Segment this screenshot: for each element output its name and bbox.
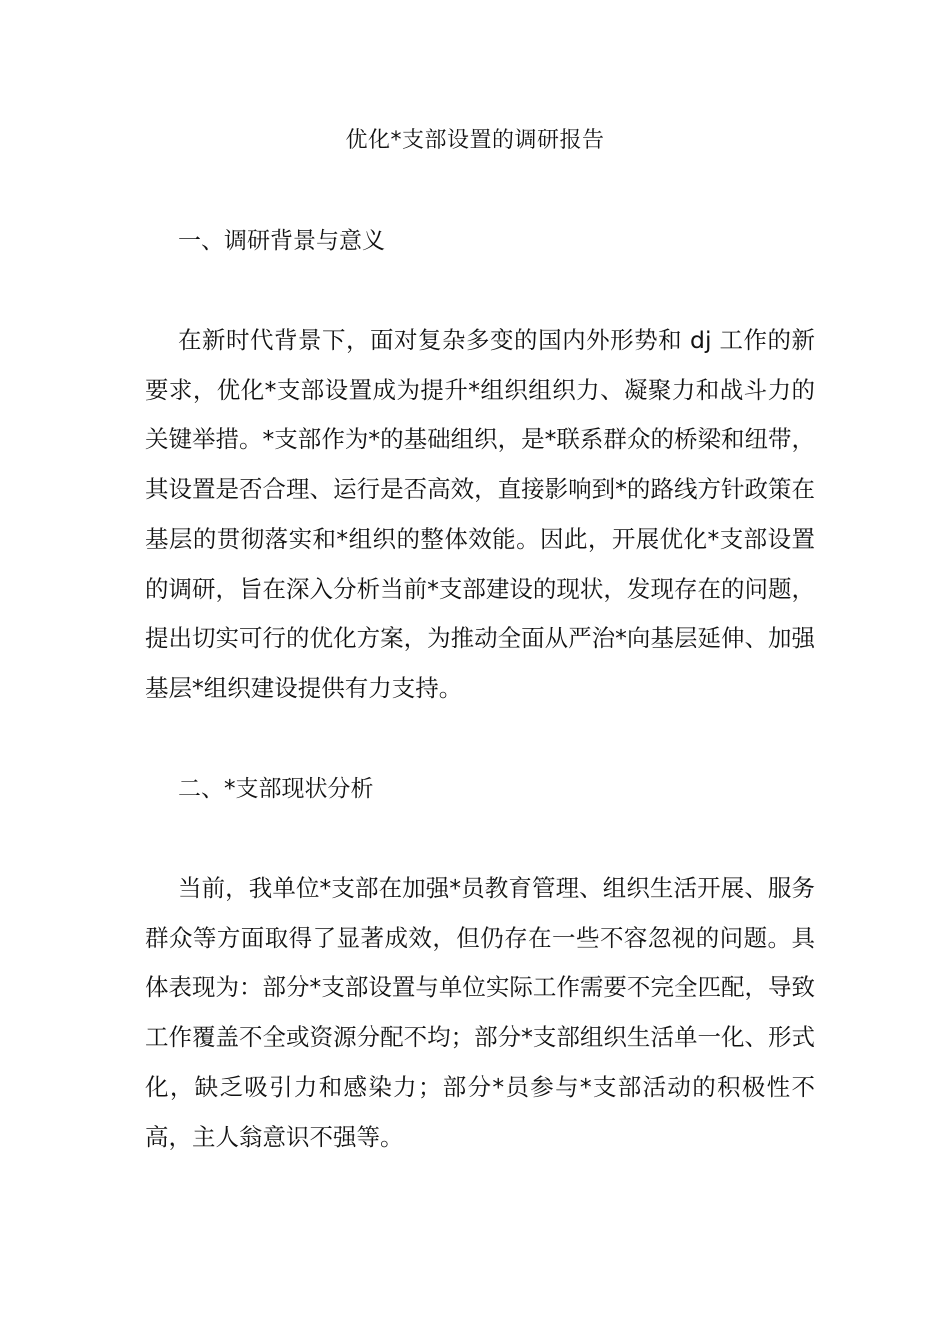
document-title: 优化*支部设置的调研报告: [345, 128, 605, 153]
section-heading-status-analysis: 二、*支部现状分析: [178, 776, 374, 802]
section-heading-background: 一、调研背景与意义: [178, 228, 385, 254]
section-paragraph-status-analysis: 当前，我单位*支部在加强*员教育管理、组织生活开展、服务群众等方面取得了显著成效，但仍存在一些不容忽视的问题。具体表现为：部分*支部设置与单位实际工作需要不完全匹配，导致工作覆盖不全或资源分配不均；部分*支部组织生活单一化、形式化，缺乏吸引力和感染力；部分*员参与*支部活动的积极性不高，主人翁意识不强等。: [145, 874, 815, 1151]
section-paragraph-background: 在新时代背景下，面对复杂多变的国内外形势和 dj 工作的新要求，优化*支部设置成为提升*组织组织力、凝聚力和战斗力的关键举措。*支部作为*的基础组织，是*联系群众的桥梁和纽带，其设置是否合理、运行是否高效，直接影响到*的路线方针政策在基层的贯彻落实和*组织的整体效能。因此，开展优化*支部设置的调研，旨在深入分析当前*支部建设的现状，发现存在的问题，提出切实可行的优化方案，为推动全面从严治*向基层延伸、加强基层*组织建设提供有力支持。: [145, 326, 815, 702]
